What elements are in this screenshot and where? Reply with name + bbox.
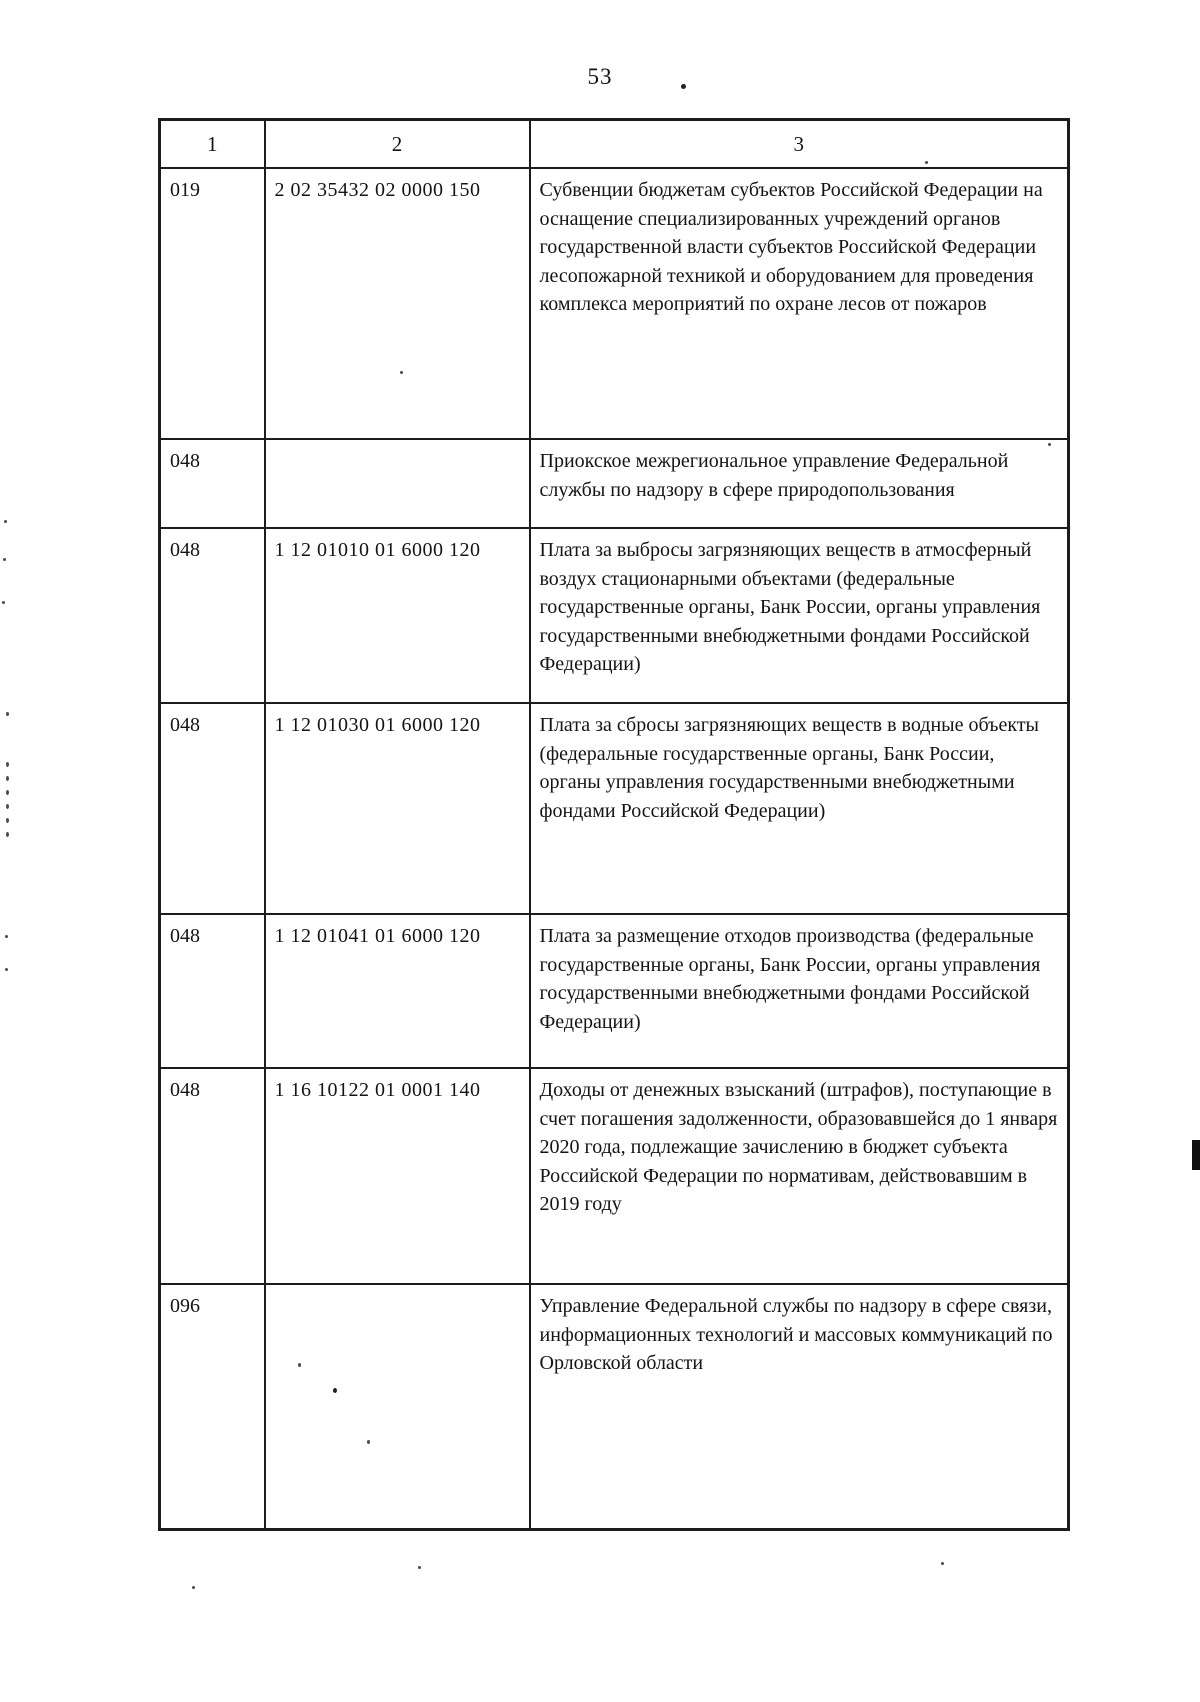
scan-edge-artifact: [1192, 1140, 1200, 1170]
table-header: [160, 120, 1069, 169]
scan-speck: [1048, 443, 1051, 446]
scan-speck: [941, 1562, 944, 1565]
table-row: [160, 1068, 1069, 1284]
admin-code-cell: 048: [160, 1068, 265, 1284]
description-cell: Плата за размещение отходов производства (федеральные государственные органы, Банк России, органы управления государственными внебюджетными фондами Российской Федерации): [530, 914, 1069, 1068]
column-header-1: 1: [160, 120, 265, 169]
description-cell: Доходы от денежных взысканий (штрафов), поступающие в счет погашения задолженности, образовавшейся до 1 января 2020 года, подлежащие зачислению в бюджет субъекта Российской Федерации по нормативам, действовавшим в 2019 году: [530, 1068, 1069, 1284]
scan-speck: [418, 1566, 421, 1569]
scan-speck: [6, 776, 9, 781]
admin-code-cell: 048: [160, 528, 265, 703]
scan-speck: [681, 84, 686, 89]
description-cell: Плата за сбросы загрязняющих веществ в водные объекты (федеральные государственные органы, Банк России, органы управления государственными внебюджетными фондами Российской Федерации): [530, 703, 1069, 914]
table-row: [160, 914, 1069, 1068]
admin-code-cell: 048: [160, 914, 265, 1068]
scan-speck: [5, 968, 8, 971]
kbk-code-cell: 1 12 01010 01 6000 120: [265, 528, 530, 703]
scan-speck: [367, 1440, 370, 1444]
kbk-code-cell: 1 16 10122 01 0001 140: [265, 1068, 530, 1284]
admin-code-cell: 048: [160, 703, 265, 914]
scan-speck: [192, 1586, 195, 1589]
description-cell: Плата за выбросы загрязняющих веществ в атмосферный воздух стационарными объектами (федеральные государственные органы, Банк России, органы управления государственными внебюджетными фондами Российской Федерации): [530, 528, 1069, 703]
budget-codes-table: [158, 118, 1070, 1531]
description-cell: Управление Федеральной службы по надзору в сфере связи, информационных технологий и массовых коммуникаций по Орловской области: [530, 1284, 1069, 1530]
scan-speck: [6, 762, 9, 767]
table-header-row: [160, 120, 1069, 169]
kbk-code-cell: [265, 439, 530, 528]
scan-speck: [298, 1363, 301, 1367]
description-cell: Субвенции бюджетам субъектов Российской Федерации на оснащение специализированных учреждений органов государственной власти субъектов Российской Федерации лесопожарной техникой и оборудованием для проведения комплекса мероприятий по охране лесов от пожаров: [530, 168, 1069, 439]
kbk-code-cell: 1 12 01041 01 6000 120: [265, 914, 530, 1068]
scan-speck: [6, 818, 9, 823]
description-cell: Приокское межрегиональное управление Федеральной службы по надзору в сфере природопользования: [530, 439, 1069, 528]
scan-speck: [2, 601, 5, 604]
scan-speck: [6, 804, 9, 809]
kbk-code-cell: 1 12 01030 01 6000 120: [265, 703, 530, 914]
table-row: [160, 528, 1069, 703]
table-row: [160, 703, 1069, 914]
column-header-2: 2: [265, 120, 530, 169]
kbk-code-cell: [265, 1284, 530, 1530]
scan-speck: [5, 935, 8, 938]
scan-speck: [400, 371, 403, 374]
table-row: [160, 439, 1069, 528]
scan-speck: [4, 520, 7, 523]
admin-code-cell: 019: [160, 168, 265, 439]
column-header-3: 3: [530, 120, 1069, 169]
admin-code-cell: 048: [160, 439, 265, 528]
scan-speck: [6, 790, 9, 795]
table-row: [160, 1284, 1069, 1530]
scan-speck: [6, 832, 9, 837]
admin-code-cell: 096: [160, 1284, 265, 1530]
scan-speck: [925, 161, 928, 164]
scan-speck: [6, 712, 9, 716]
page-number: 53: [587, 64, 613, 89]
kbk-code-cell: 2 02 35432 02 0000 150: [265, 168, 530, 439]
scan-speck: [3, 558, 6, 561]
table-row: [160, 168, 1069, 439]
scan-speck: [333, 1388, 337, 1393]
